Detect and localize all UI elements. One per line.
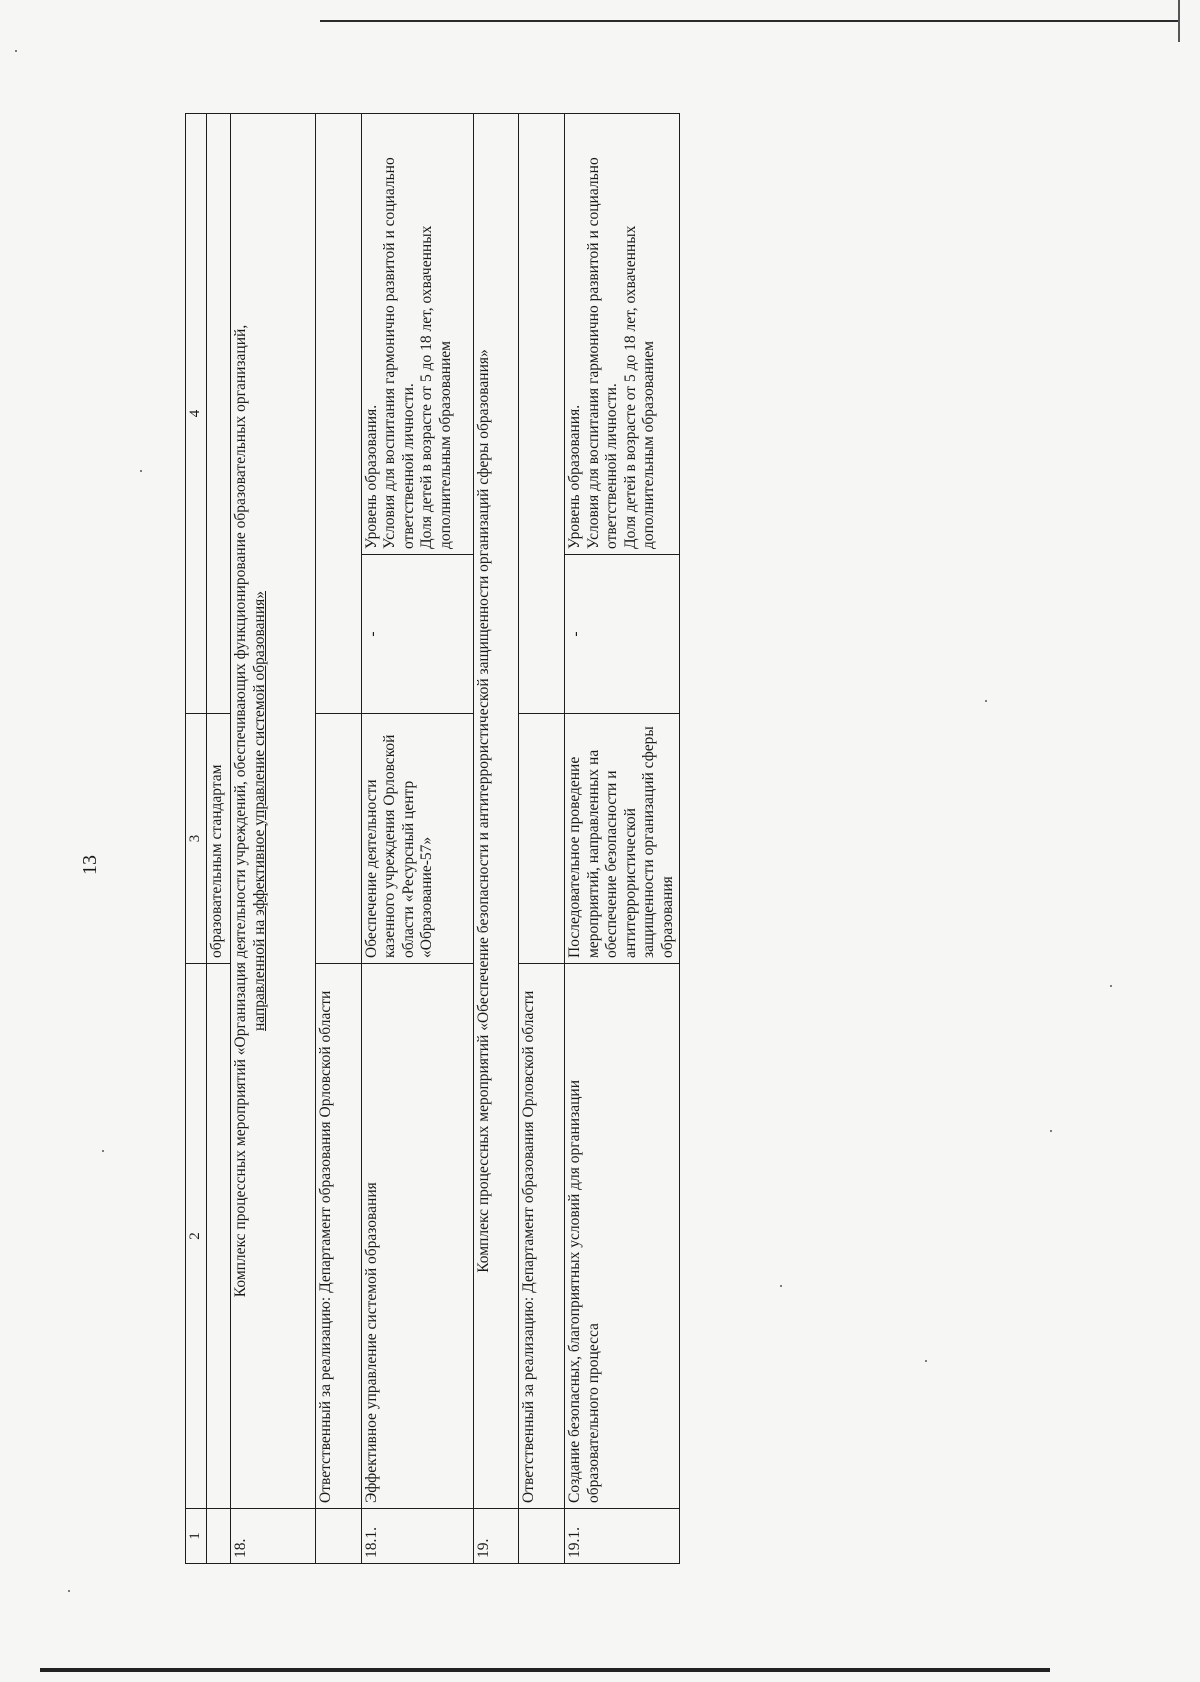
section-18-number: 18. [231,1509,316,1564]
section-19-responsible-empty [519,1509,565,1564]
header-col-2: 2 [186,964,207,1509]
item-18-1-result-1: Уровень образования. [362,404,380,549]
item-19-1-result-3: Доля детей в возрасте от 5 до 18 лет, охваченных дополнительным образованием [621,225,657,549]
header-col-4: 4 [186,114,207,714]
scan-speck [925,1360,927,1362]
continuation-row [207,114,231,1564]
section-18-responsible-col3 [315,714,361,964]
section-19-title: Комплекс процессных мероприятий «Обеспечение безопасности и антитеррористической защищенности организаций сферы образования» [473,114,519,1509]
scan-speck [985,700,987,702]
scan-right-edge [1178,0,1180,42]
scan-speck [780,1285,782,1287]
continuation-col3: образовательным стандартам [207,714,231,964]
header-row [186,114,207,1564]
section-18-responsible: Ответственный за реализацию: Департамент образования Орловской области [315,964,361,1509]
continuation-col1 [207,1509,231,1564]
scan-speck [1050,1130,1052,1132]
item-19-1-task: Создание безопасных, благоприятных условий для организации образовательного процесса [565,964,680,1509]
item-19-1-row [565,114,680,1564]
scan-top-edge [320,20,1180,22]
scan-speck [102,1150,104,1152]
page-number: 13 [79,855,101,875]
section-19-title-row [473,114,519,1564]
measures-table [185,113,680,1564]
item-18-1-result-2: Условия для воспитания гармонично развитой и социально ответственной личности. [381,157,417,549]
section-19-number: 19. [473,1509,519,1564]
continuation-col4 [207,114,231,714]
section-18-responsible-row [315,114,361,1564]
section-18-responsible-empty [315,1509,361,1564]
item-19-1-number: 19.1. [565,1509,680,1564]
item-19-1-measure: Последовательное проведение мероприятий, направленных на обеспечение безопасности и антитеррористической защищенности организаций сферы образования [565,714,680,964]
continuation-col2 [207,964,231,1509]
section-18-responsible-col4 [315,114,361,714]
scan-speck [68,1590,70,1592]
section-19-responsible-col3 [519,714,565,964]
section-18-title [231,114,316,1509]
header-col-1: 1 [186,1509,207,1564]
item-18-1-measure: Обеспечение деятельности казенного учреждения Орловской области «Ресурсный центр «Образование-57» [361,714,473,964]
scan-speck [140,470,142,472]
scan-speck [15,50,17,52]
item-18-1-results-cell [361,114,473,714]
section-19-responsible-col4 [519,114,565,714]
scan-bottom-edge [40,1668,1050,1672]
section-19-responsible: Ответственный за реализацию: Департамент образования Орловской области [519,964,565,1509]
section-18-title-row [231,114,316,1564]
item-19-1-result-1: Уровень образования. [566,404,583,549]
item-19-1-results-cell [565,114,680,714]
section-18-title-line2: направленной на эффективное управление системой образования» [250,590,268,1032]
header-col-3: 3 [186,714,207,964]
item-18-1-task: Эффективное управление системой образования [361,964,473,1509]
item-19-1-result-2: Условия для воспитания гармонично развитой и социально ответственной личности. [584,157,620,549]
section-18-title-line1: Комплекс процессных мероприятий «Организация деятельности учреждений, обеспечивающих функционирование образовательных организаций, [232,324,249,1298]
rotated-table-container [185,114,680,1564]
item-18-1-result-3: Доля детей в возрасте от 5 до 18 лет, охваченных дополнительным образованием [418,225,454,549]
scan-speck [1110,985,1112,987]
item-19-1-indicators: - [567,631,584,637]
item-18-1-indicators: - [363,631,381,637]
item-18-1-number: 18.1. [361,1509,473,1564]
section-19-responsible-row [519,114,565,1564]
item-18-1-row [361,114,473,1564]
